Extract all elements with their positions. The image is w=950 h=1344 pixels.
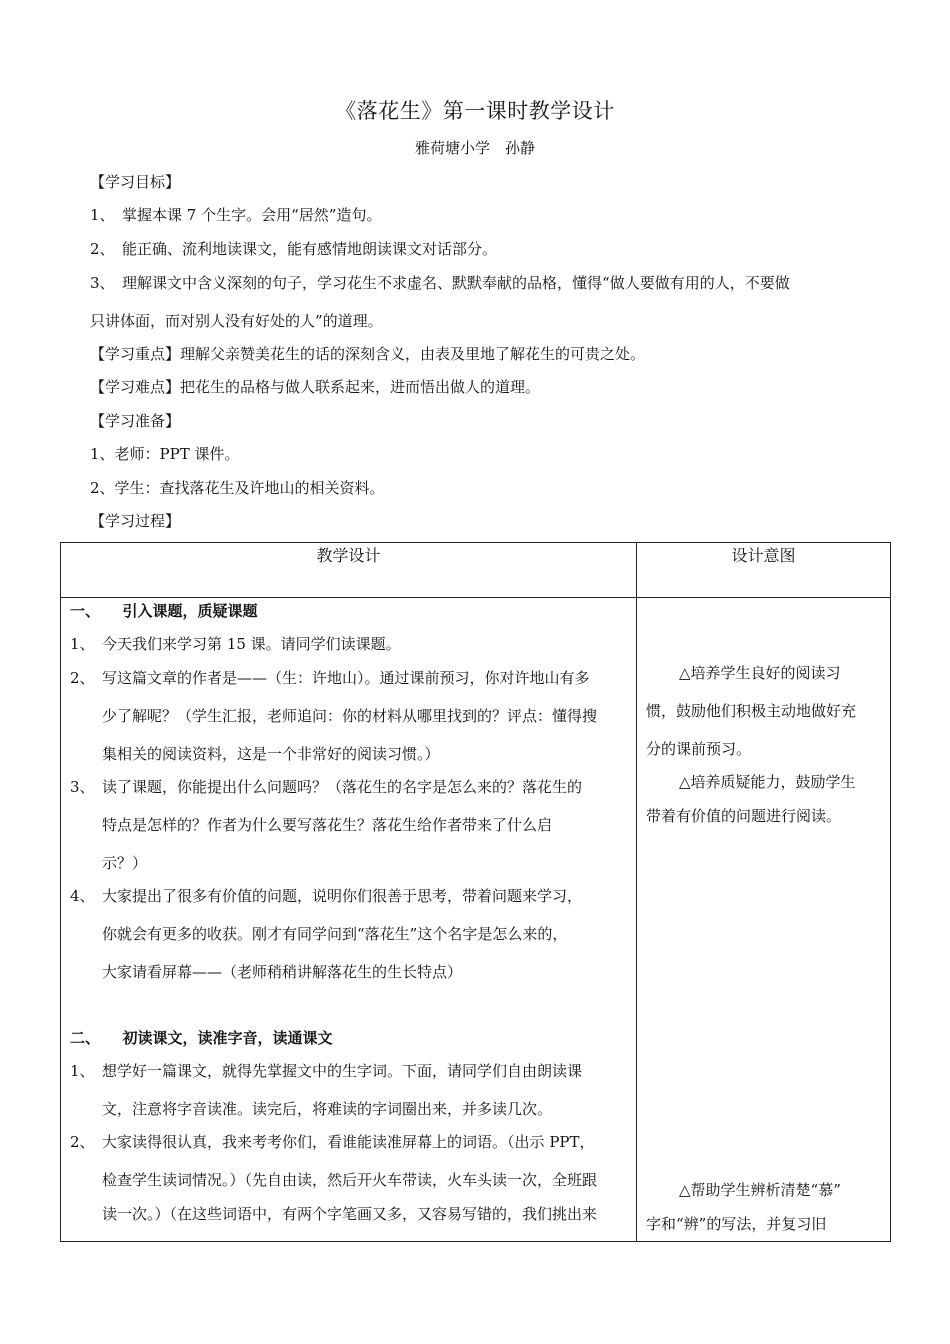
design-line: 1、 想学好一篇课文，就得先掌握文中的生字词。下面，请同学们自由朗读课 [70, 1062, 583, 1080]
author-byline: 雅荷塘小学 孙静 [414, 139, 535, 157]
intent-line: △帮助学生辨析清楚“慕” [679, 1181, 841, 1199]
learning-focus: 【学习重点】理解父亲赞美花生的话的深刻含义，由表及里地了解花生的可贵之处。 [90, 345, 646, 363]
intent-line: △培养质疑能力，鼓励学生 [679, 773, 856, 791]
design-line: 集相关的阅读资料，这是一个非常好的阅读习惯。） [102, 745, 440, 763]
objective-item-2: 2、 能正确、流利地读课文，能有感情地朗读课文对话部分。 [90, 240, 498, 258]
design-line: 检查学生读词情况。）（先自由读，然后开火车带读，火车头读一次，全班跟 [102, 1171, 598, 1189]
design-line: 少了解呢？（学生汇报，老师追问：你的材料从哪里找到的？评点：懂得搜 [102, 707, 598, 725]
intent-line: 字和“辨”的写法，并复习旧 [646, 1215, 827, 1233]
design-line: 4、 大家提出了很多有价值的问题，说明你们很善于思考，带着问题来学习， [70, 887, 583, 905]
objective-item-1: 1、 掌握本课 7 个生字。会用“居然”造句。 [90, 206, 382, 224]
prep-item-2: 2、学生：查找落花生及许地山的相关资料。 [90, 479, 385, 497]
intent-cell [637, 598, 891, 1242]
design-line: 文，注意将字音读准。读完后，将难读的字词圈出来，并多读几次。 [102, 1100, 553, 1118]
section-1-heading: 一、 引入课题，质疑课题 [70, 602, 258, 620]
design-line: 2、 写这篇文章的作者是——（生：许地山）。通过课前预习，你对许地山有多 [70, 669, 590, 687]
design-line: 3、 读了课题，你能提出什么问题吗？（落花生的名字是怎么来的？落花生的 [70, 778, 583, 796]
table-body-row [61, 598, 891, 1242]
design-line: 1、 今天我们来学习第 15 课。请同学们读课题。 [70, 635, 401, 653]
table-header-row [61, 543, 891, 598]
objective-item-3: 3、 理解课文中含义深刻的句子，学习花生不求虚名、默默奉献的品格，懂得“做人要做有用的人，不要做 [90, 274, 790, 292]
intent-line: 惯，鼓励他们积极主动地做好充 [646, 702, 857, 720]
prep-heading: 【学习准备】 [90, 412, 181, 430]
design-line: 你就会有更多的收获。刚才有同学问到“落花生”这个名字是怎么来的， [102, 925, 568, 943]
objectives-heading: 【学习目标】 [90, 173, 181, 191]
design-line: 示？） [102, 854, 148, 872]
section-2-heading: 二、 初读课文，读准字音，读通课文 [70, 1029, 333, 1047]
design-line: 读一次。）（在这些词语中，有两个字笔画又多，又容易写错的，我们挑出来 [102, 1205, 598, 1223]
design-line: 特点是怎样的？作者为什么要写落花生？落花生给作者带来了什么启 [102, 816, 553, 834]
process-heading: 【学习过程】 [90, 512, 181, 530]
intent-line: △培养学生良好的阅读习 [679, 664, 841, 682]
intent-line: 带着有价值的问题进行阅读。 [646, 807, 842, 825]
learning-difficulty: 【学习难点】把花生的品格与做人联系起来，进而悟出做人的道理。 [90, 378, 541, 396]
design-cell [61, 598, 637, 1242]
lesson-table [60, 542, 891, 1242]
col-header-design: 教学设计 [61, 543, 637, 598]
document-title: 《落花生》第一课时教学设计 [335, 99, 615, 123]
col-header-intent: 设计意图 [637, 543, 891, 598]
prep-item-1: 1、老师：PPT 课件。 [90, 445, 240, 463]
design-line: 2、 大家读得很认真，我来考考你们，看谁能读准屏幕上的词语。（出示 PPT， [70, 1133, 595, 1151]
design-line: 大家请看屏幕——（老师稍稍讲解落花生的生长特点） [102, 963, 463, 981]
intent-line: 分的课前预习。 [646, 740, 752, 758]
objective-item-3-cont: 只讲体面，而对别人没有好处的人”的道理。 [90, 312, 383, 330]
